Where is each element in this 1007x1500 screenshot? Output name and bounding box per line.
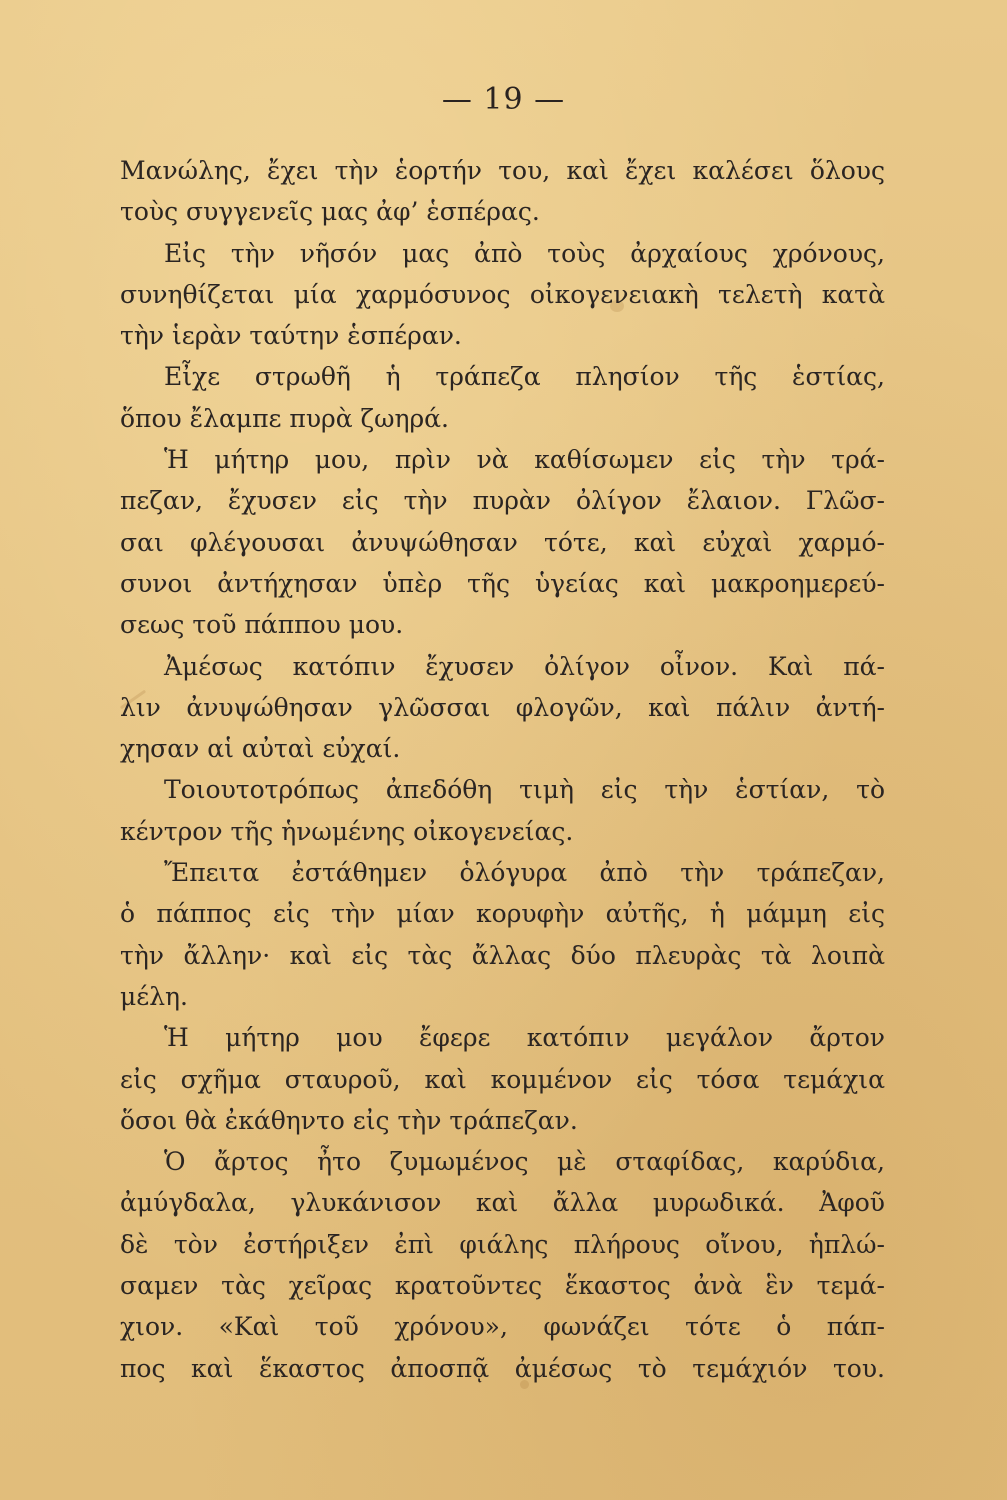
text-line: λιν ἀνυψώθησαν γλῶσσαι φλογῶν, καὶ πάλιν ἀντή- [120,692,885,722]
text-line: ἀμύγδαλα, γλυκάνισον καὶ ἄλλα μυρωδικά. Ἀφοῦ [120,1188,885,1218]
text-line: Τοιουτοτρόπως ἀπεδόθη τιμὴ εἰς τὴν ἑστίαν, τὸ [164,775,885,805]
text-line: σαι φλέγουσαι ἀνυψώθησαν τότε, καὶ εὐχαὶ χαρμό- [120,527,885,557]
text-line: Μανώλης, ἔχει τὴν ἑορτήν του, καὶ ἔχει καλέσει ὅλους [120,156,885,185]
text-line: χησαν αἱ αὐταὶ εὐχαί. [120,734,401,764]
text-line: Εἰς τὴν νῆσόν μας ἀπὸ τοὺς ἀρχαίους χρόνους, [164,238,885,268]
body-text [120,150,885,1389]
text-line: Ἀμέσως κατόπιν ἔχυσεν ὀλίγον οἶνον. Καὶ πά- [164,651,885,681]
text-line: συνηθίζεται μία χαρμόσυνος οἰκογενειακὴ τελετὴ κατὰ [120,279,885,309]
text-line: συνοι ἀντήχησαν ὑπὲρ τῆς ὑγείας καὶ μακροημερεύ- [120,568,885,598]
text-line: χιον. «Καὶ τοῦ χρόνου», φωνάζει τότε ὁ πάπ- [120,1312,885,1342]
text-line: Ἡ μήτηρ μου, πρὶν νὰ καθίσωμεν εἰς τὴν τρά- [164,445,885,475]
text-line: πεζαν, ἔχυσεν εἰς τὴν πυρὰν ὀλίγον ἔλαιον. Γλῶσ- [120,486,885,516]
text-line: τὴν ἱερὰν ταύτην ἑσπέραν. [120,321,462,351]
text-line: εἰς σχῆμα σταυροῦ, καὶ κομμένον εἰς τόσα τεμάχια [120,1064,885,1094]
text-line: τὴν ἄλλην· καὶ εἰς τὰς ἄλλας δύο πλευρὰς τὰ λοιπὰ [120,940,885,970]
text-line: ὁ πάππος εἰς τὴν μίαν κορυφὴν αὐτῆς, ἡ μάμμη εἰς [120,899,885,929]
text-line: πος καὶ ἕκαστος ἀποσπᾷ ἀμέσως τὸ τεμάχιόν του. [120,1353,885,1383]
text-line: Ἔπειτα ἐστάθημεν ὁλόγυρα ἀπὸ τὴν τράπεζαν, [164,858,885,888]
page-number: — 19 — [441,82,566,117]
text-line: Εἶχε στρωθῆ ἡ τράπεζα πλησίον τῆς ἑστίας, [164,362,885,392]
text-line: κέντρον τῆς ἡνωμένης οἰκογενείας. [120,816,574,846]
text-line: Ἡ μήτηρ μου ἔφερε κατόπιν μεγάλον ἄρτον [164,1023,885,1053]
text-line: σαμεν τὰς χεῖρας κρατοῦντες ἕκαστος ἀνὰ ἓν τεμά- [120,1271,885,1301]
text-line: σεως τοῦ πάππου μου. [120,610,404,640]
text-line: τοὺς συγγενεῖς μας ἀφ’ ἑσπέρας. [120,197,540,227]
text-line: Ὁ ἄρτος ἦτο ζυμωμένος μὲ σταφίδας, καρύδια, [164,1147,885,1177]
text-line: δὲ τὸν ἐστήριξεν ἐπὶ φιάλης πλήρους οἴνου, ἡπλώ- [120,1229,885,1259]
text-line: μέλη. [120,981,188,1011]
text-line: ὅπου ἔλαμπε πυρὰ ζωηρά. [120,403,449,433]
text-line: ὅσοι θὰ ἐκάθηντο εἰς τὴν τράπεζαν. [120,1105,578,1135]
